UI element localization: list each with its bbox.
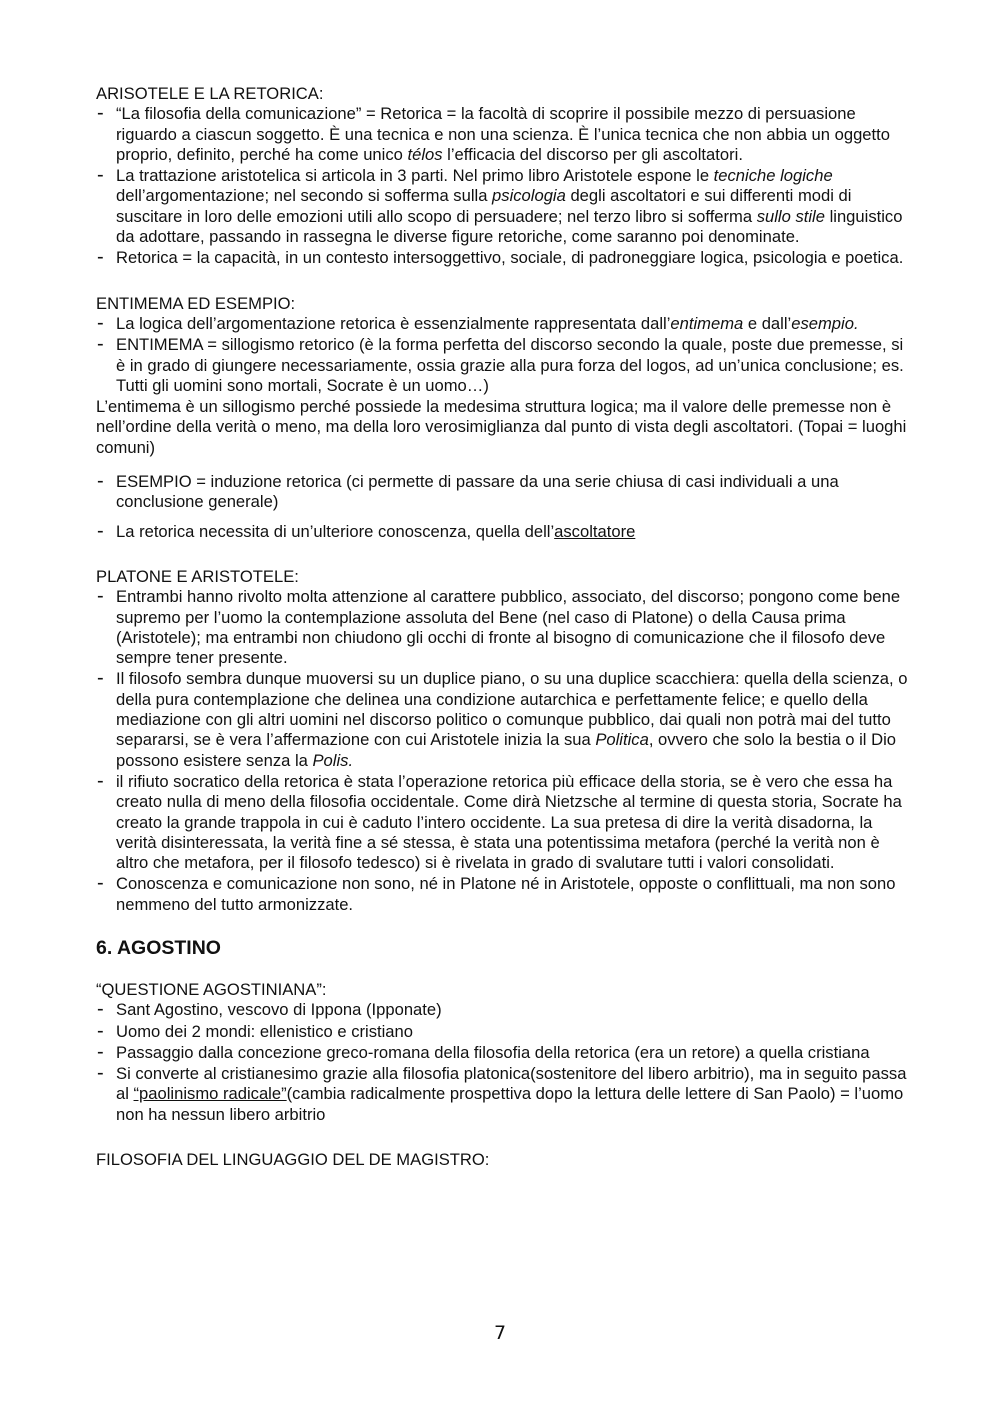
bullet-list xyxy=(96,587,908,915)
section-title-questione-agostiniana: “QUESTIONE AGOSTINIANA”: xyxy=(96,979,327,999)
list-item: - il rifiuto socratico della retorica è stata l’operazione retorica più efficace della storia, se è vero che essa ha creato nulla di meno della filosofia occidentale. Come dirà Nietzsche al termine di questa storia, Socrate ha creato la grande trappola in cui è caduto l’intero occidente. La sua pretesa di dire la verità disadorna, la verità disinteressata, la verità fine a sé stessa, è stata una potentissima metafora (perché la verità non è altro che metafora, per il filosofo tedesco) si è rivelata in grado di svalutare tutti i valori consolidati. xyxy=(96,772,908,873)
list-item: - ESEMPIO = induzione retorica (ci permette di passare da una serie chiusa di casi individuali a una conclusione generale) xyxy=(96,472,908,513)
document-body xyxy=(96,84,908,1170)
list-item: - Sant Agostino, vescovo di Ippona (Ipponate) xyxy=(96,1000,908,1020)
bullet-list xyxy=(96,314,908,396)
paragraph: L’entimema è un sillogismo perché possiede la medesima struttura logica; ma il valore delle premesse non è nell’ordine della verità o meno, ma della loro verosimiglianza dal punto di vista degli ascoltatori. (Topai = luoghi comuni) xyxy=(96,397,907,457)
section-title-platone-aristotele: PLATONE E ARISTOTELE: xyxy=(96,566,299,586)
bullet-list xyxy=(96,104,908,268)
list-item: - La retorica necessita di un’ulteriore conoscenza, quella dell’ascoltatore xyxy=(96,522,908,542)
list-item: - Si converte al cristianesimo grazie alla filosofia platonica(sostenitore del libero arbitrio), ma in seguito passa al “paolinismo radicale”(cambia radicalmente prospettiva dopo la lettura delle lettere di San Paolo) = l’uomo non ha nessun libero arbitrio xyxy=(96,1064,908,1125)
bullet-list xyxy=(96,472,908,513)
list-item: - “La filosofia della comunicazione” = Retorica = la facoltà di scoprire il possibile mezzo di persuasione riguardo a ciascun soggetto. È una tecnica e non una scienza. È l’unica tecnica che non abbia un oggetto proprio, definito, perché ha come unico télos l’efficacia del discorso per gli ascoltatori. xyxy=(96,104,908,165)
section-title-entimema: ENTIMEMA ED ESEMPIO: xyxy=(96,293,296,313)
list-item: - La logica dell’argomentazione retorica è essenzialmente rappresentata dall’entimema e dall’esempio. xyxy=(96,314,908,334)
list-item: - Uomo dei 2 mondi: ellenistico e cristiano xyxy=(96,1022,908,1042)
list-item: - ENTIMEMA = sillogismo retorico (è la forma perfetta del discorso secondo la quale, poste due premesse, si è in grado di giungere necessariamente, ossia grazie alla pura forza del logos, ad un’unica conclusione; es. Tutti gli uomini sono mortali, Socrate è un uomo…) xyxy=(96,335,908,396)
list-item: - Entrambi hanno rivolto molta attenzione al carattere pubblico, associato, del discorso; pongono come bene supremo per l’uomo la contemplazione assoluta del Bene (nel caso di Platone) o della Causa prima (Aristotele); ma entrambi non chiudono gli occhi di fronte al bisogno di comunicazione che il filosofo deve sempre tener presente. xyxy=(96,587,908,668)
list-item: - La trattazione aristotelica si articola in 3 parti. Nel primo libro Aristotele espone le tecniche logiche dell’argomentazione; nel secondo si sofferma sulla psicologia degli ascoltatori e sui differenti modi di suscitare in loro delle emozioni utili allo scopo di persuadere; nel terzo libro si sofferma sullo stile linguistico da adottare, passando in rassegna le diverse figure retoriche, come saranno poi denominate. xyxy=(96,166,908,247)
list-item: - Retorica = la capacità, in un contesto intersoggettivo, sociale, di padroneggiare logica, psicologia e poetica. xyxy=(96,248,908,268)
list-item: - Il filosofo sembra dunque muoversi su un duplice piano, o su una duplice scacchiera: quella della scienza, o della pura contemplazione che delinea una condizione autarchica e perfettamente felice; e quello della mediazione con gli altri uomini nel discorso politico o comunque pubblico, dai quali non potrà mai del tutto separarsi, se è vera l’affermazione con cui Aristotele inizia la sua Politica, ovvero che solo la bestia o il Dio possono esistere senza la Polis. xyxy=(96,669,908,770)
bullet-list xyxy=(96,522,908,542)
list-item: - Conoscenza e comunicazione non sono, né in Platone né in Aristotele, opposte o conflittuali, ma non sono nemmeno del tutto armonizzate. xyxy=(96,874,908,915)
list-item: - Passaggio dalla concezione greco-romana della filosofia della retorica (era un retore) a quella cristiana xyxy=(96,1043,908,1063)
chapter-title: 6. AGOSTINO xyxy=(96,936,221,959)
section-title-aristotele-retorica: ARISOTELE E LA RETORICA: xyxy=(96,84,324,103)
section-title-de-magistro: FILOSOFIA DEL LINGUAGGIO DEL DE MAGISTRO: xyxy=(96,1150,490,1170)
bullet-list xyxy=(96,1000,908,1125)
page-number: 7 xyxy=(493,1322,507,1344)
